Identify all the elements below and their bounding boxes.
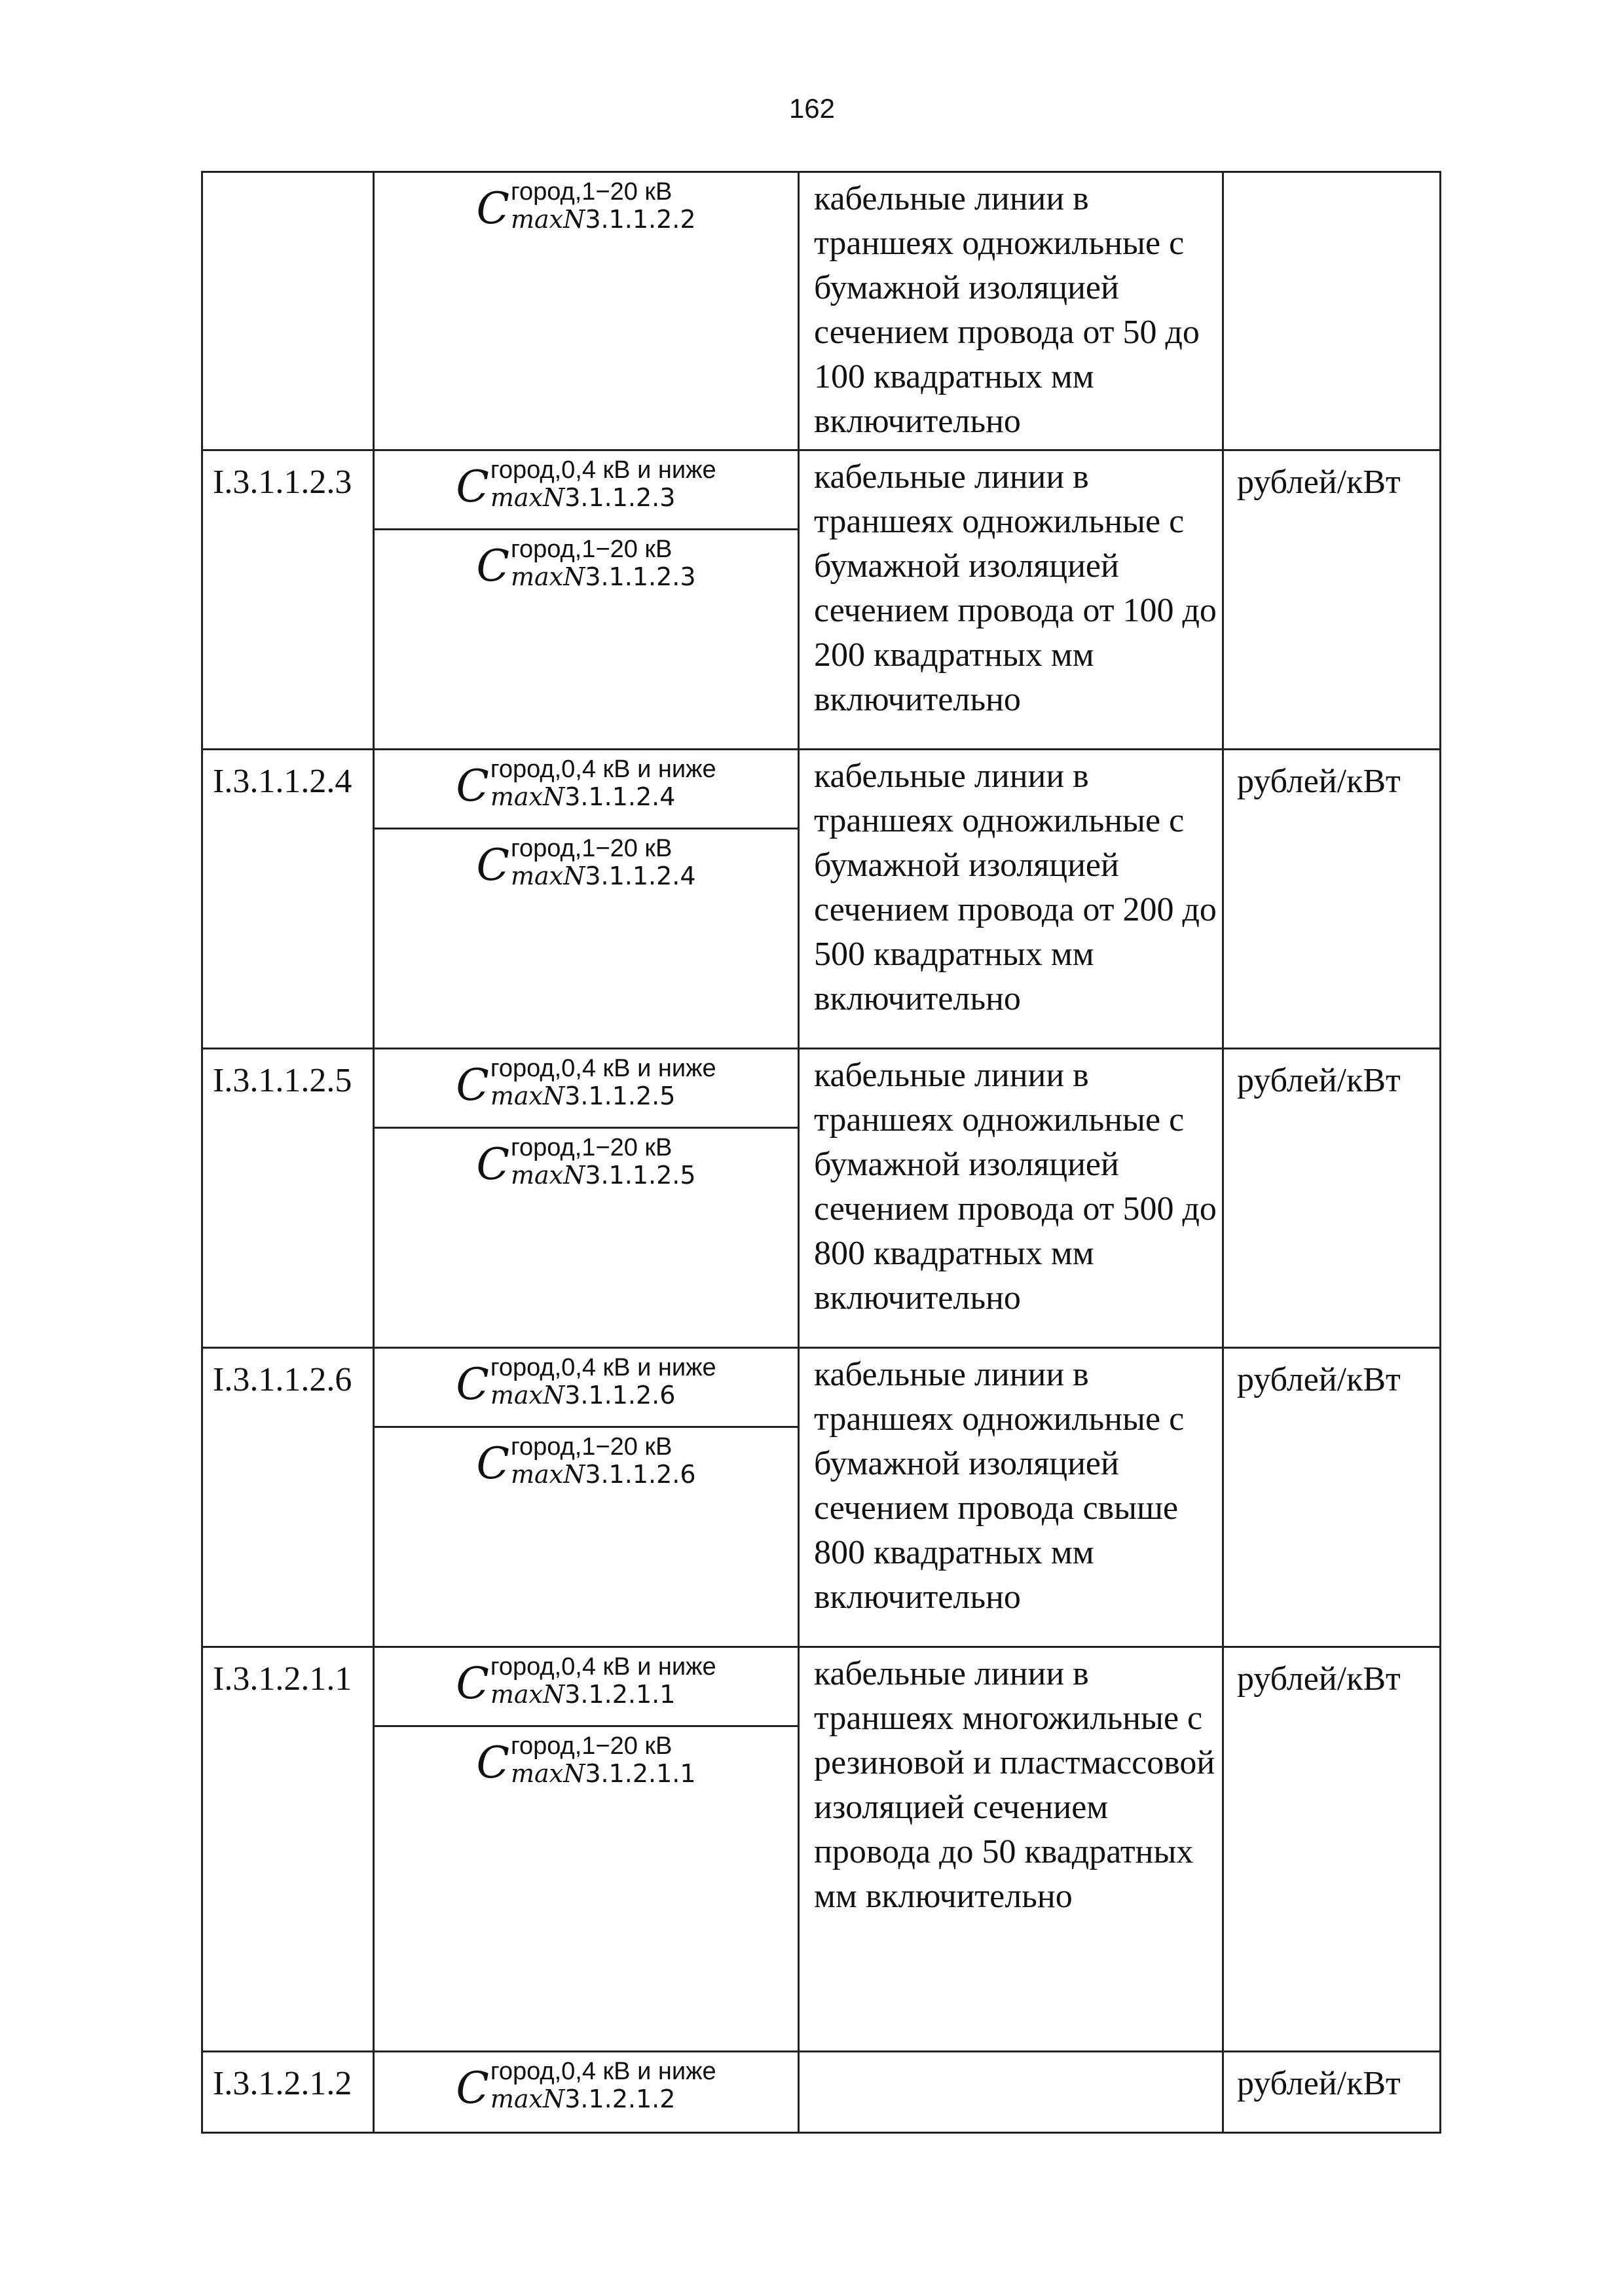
formula-subscript [511,563,696,591]
formula-sub-prefix: maxN [490,483,565,512]
row-code: I.3.1.2.1.2 [213,2065,352,2102]
row-unit [1224,173,1439,185]
formula-sub-index: 3.1.2.1.2 [564,2085,676,2113]
formula-subscript [490,783,716,811]
row-code: I.3.1.1.2.3 [213,464,352,501]
formula-superscript: город,1−20 кВ [510,536,673,563]
formula-subscript [511,862,696,890]
formula-subscript [511,1760,696,1787]
formula-superscript: город,1−20 кВ [510,1134,673,1161]
formula-sub-prefix: maxN [490,782,565,811]
unit-cell [1223,1348,1441,1647]
formula-item [375,1349,798,1428]
description-cell [799,750,1223,1049]
description-cell [799,2052,1223,2133]
table-row [202,450,1441,750]
code-cell [202,172,374,450]
row-code: I.3.1.1.2.4 [213,763,352,800]
row-unit: рублей/кВт [1237,464,1401,501]
formula-symbol: C [476,1139,509,1190]
formula-sub-prefix: maxN [510,1161,585,1190]
code-cell [202,2052,374,2133]
formula-item [375,750,798,829]
formula-item [375,173,798,252]
formula-sub-index: 3.1.1.2.6 [564,1381,676,1410]
code-cell [202,1049,374,1348]
formula [476,536,695,610]
formula-sub-index: 3.1.1.2.4 [564,782,676,811]
description-cell [799,1647,1223,2052]
formula-item [375,1428,798,1507]
formula-sub-prefix: maxN [490,1381,565,1410]
unit-cell [1223,172,1441,450]
formula-subscript [490,1681,716,1708]
row-unit: рублей/кВт [1237,1361,1401,1398]
row-description [800,2052,1222,2062]
formula-subscript [490,1082,716,1110]
row-code: I.3.1.2.1.1 [213,1660,352,1698]
formula-symbol: C [456,1658,489,1709]
formula [456,1354,716,1426]
row-unit: рублей/кВт [1237,2065,1401,2102]
formula-sub-index: 3.1.1.2.2 [585,205,696,234]
formula-sub-index: 3.1.2.1.1 [564,1680,676,1709]
formula-cell [374,1647,799,2052]
formula [476,1134,695,1208]
row-unit: рублей/кВт [1237,1660,1401,1698]
row-code [203,173,373,185]
formula-sub-index: 3.1.1.2.4 [585,862,696,890]
formula-superscript: город,1−20 кВ [510,835,673,862]
formula [476,1433,695,1507]
unit-cell [1223,750,1441,1049]
formula-symbol: C [456,1359,489,1410]
formula [476,178,695,252]
formula-item [375,451,798,530]
formula [476,835,695,909]
formula-symbol: C [456,462,489,512]
formula-item [375,1727,798,1806]
row-code: I.3.1.1.2.6 [213,1361,352,1398]
formula-sub-index: 3.1.1.2.5 [585,1161,696,1190]
formula-subscript [490,1381,716,1409]
unit-cell [1223,1647,1441,2052]
formula-symbol: C [476,183,509,234]
formula-sub-prefix: maxN [510,862,585,890]
formula-item [375,530,798,610]
formula-superscript: город,1−20 кВ [510,1433,673,1461]
formula-sub-prefix: maxN [510,562,585,591]
formula-sub-prefix: maxN [510,205,585,234]
formula-symbol: C [456,1060,489,1110]
formula-cell [374,750,799,1049]
formula-symbol: C [456,2063,489,2113]
row-description: кабельные линии в траншеях одножильные с бумажной изоляцией сечением провода от 100 до 200 квадратных мм включительно [814,458,1217,718]
formula [456,756,716,828]
row-description: кабельные линии в траншеях одножильные с бумажной изоляцией сечением провода от 50 до 100 квадратных мм включительно [814,180,1200,440]
formula-superscript: город,1−20 кВ [510,1732,673,1760]
formula-cell [374,1348,799,1647]
tariff-table [201,171,1441,2134]
formula [476,1732,695,1806]
formula-cell [374,450,799,750]
formula-item [375,2052,798,2132]
formula-cell [374,2052,799,2133]
description-cell [799,1348,1223,1647]
formula-sub-index: 3.1.1.2.3 [585,562,696,591]
row-description: кабельные линии в траншеях одножильные с бумажной изоляцией сечением провода от 200 до 500 квадратных мм включительно [814,757,1217,1017]
description-cell [799,450,1223,750]
formula-sub-index: 3.1.1.2.5 [564,1082,676,1110]
table-row [202,1348,1441,1647]
formula-item [375,1648,798,1727]
row-description: кабельные линии в траншеях одножильные с бумажной изоляцией сечением провода свыше 800 квадратных мм включительно [814,1356,1185,1616]
formula-cell [374,1049,799,1348]
formula [456,1653,716,1725]
formula-superscript: город,0,4 кВ и ниже [490,2058,716,2085]
formula-item [375,1129,798,1208]
formula-sub-prefix: maxN [490,1680,565,1709]
row-code: I.3.1.1.2.5 [213,1062,352,1099]
formula-subscript [511,206,696,233]
formula [456,1055,716,1127]
row-unit: рублей/кВт [1237,1062,1401,1099]
formula-superscript: город,0,4 кВ и ниже [490,456,716,484]
formula-symbol: C [476,1438,509,1489]
unit-cell [1223,1049,1441,1348]
unit-cell [1223,450,1441,750]
description-cell [799,1049,1223,1348]
table-row [202,750,1441,1049]
formula-subscript [511,1161,696,1189]
formula-sub-prefix: maxN [490,2085,565,2113]
table-row [202,172,1441,450]
code-cell [202,1348,374,1647]
table-row [202,1049,1441,1348]
formula-symbol: C [476,840,509,890]
row-description: кабельные линии в траншеях многожильные с резиновой и пластмассовой изоляцией сечением провода до 50 квадратных мм включительно [814,1655,1215,1915]
formula [456,456,716,528]
formula-item [375,1049,798,1129]
formula-symbol: C [476,541,509,591]
code-cell [202,750,374,1049]
formula-sub-prefix: maxN [510,1460,585,1489]
formula-cell [374,172,799,450]
formula-sub-index: 3.1.1.2.3 [564,483,676,512]
row-unit: рублей/кВт [1237,763,1401,800]
formula-superscript: город,0,4 кВ и ниже [490,1653,716,1681]
code-cell [202,450,374,750]
formula-superscript: город,1−20 кВ [510,178,673,206]
formula [456,2058,716,2132]
formula-sub-index: 3.1.2.1.1 [585,1759,696,1788]
formula-sub-prefix: maxN [510,1759,585,1788]
formula-superscript: город,0,4 кВ и ниже [490,756,716,783]
table-row [202,1647,1441,2052]
formula-subscript [490,2085,716,2113]
formula-symbol: C [476,1738,509,1788]
row-description: кабельные линии в траншеях одножильные с бумажной изоляцией сечением провода от 500 до 800 квадратных мм включительно [814,1057,1217,1317]
formula-subscript [490,484,716,511]
formula-superscript: город,0,4 кВ и ниже [490,1354,716,1381]
unit-cell [1223,2052,1441,2133]
formula-subscript [511,1461,696,1488]
formula-sub-index: 3.1.1.2.6 [585,1460,696,1489]
description-cell [799,172,1223,450]
formula-sub-prefix: maxN [490,1082,565,1110]
formula-symbol: C [456,761,489,811]
formula-superscript: город,0,4 кВ и ниже [490,1055,716,1082]
code-cell [202,1647,374,2052]
page-number: 162 [788,93,836,124]
formula-item [375,829,798,909]
table-row [202,2052,1441,2133]
